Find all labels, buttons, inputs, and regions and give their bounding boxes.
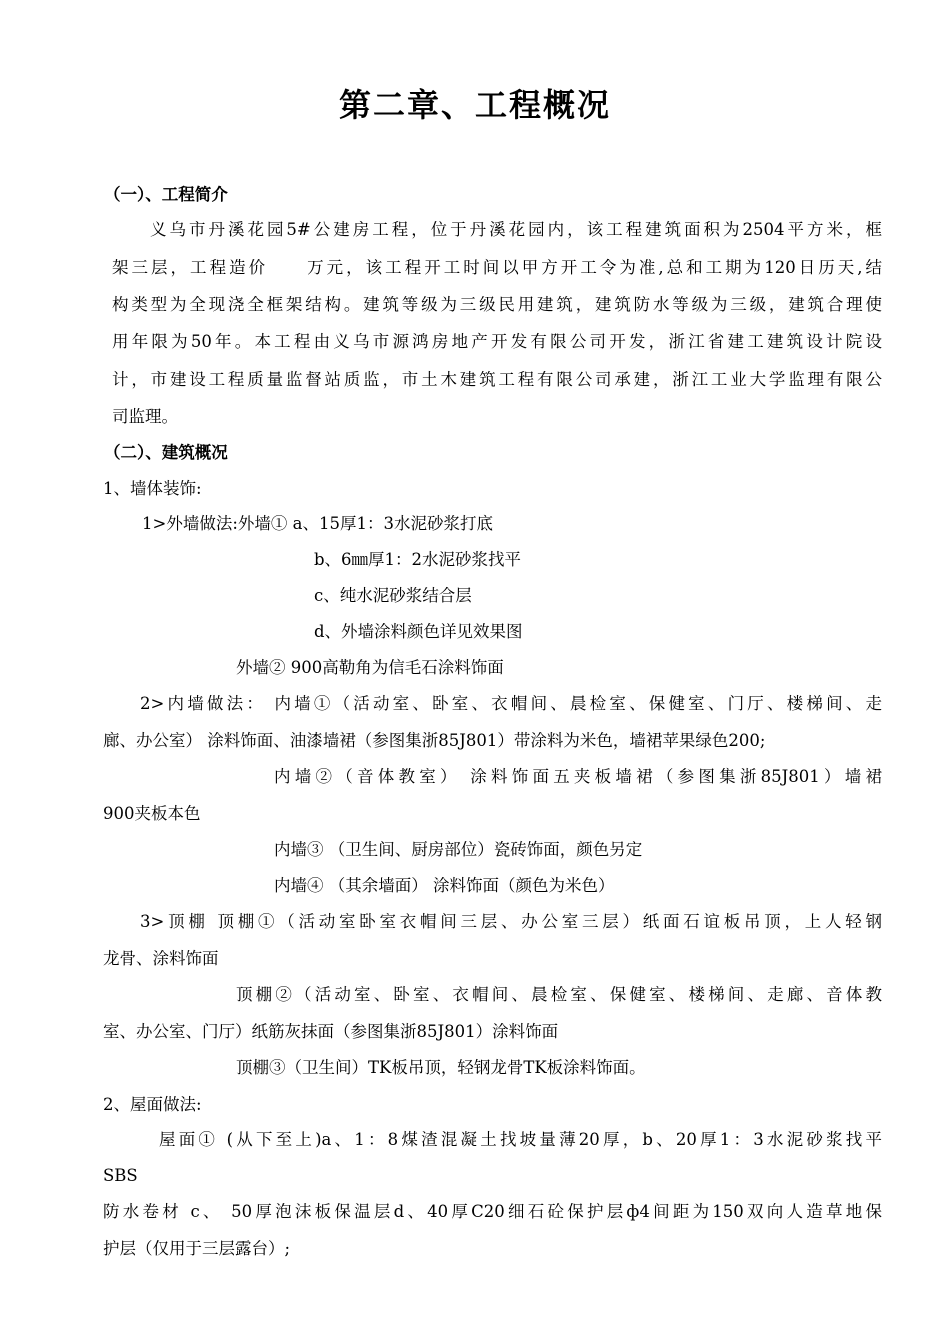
exterior-wall-2: 外墙② 900高勒角为信毛石涂料饰面 (236, 658, 504, 677)
overview-line-5: 计，市建设工程质量监督站质监，市土木建筑工程有限公司承建，浙江工业大学监理有限公 (112, 370, 882, 389)
roof-heading: 2、屋面做法: (103, 1095, 202, 1114)
exterior-wall-a: 1>外墙做法:外墙① a、15厚1：3水泥砂浆打底 (142, 514, 493, 533)
roof-line-2: SBS (103, 1166, 138, 1185)
overview-line-2: 架三层，工程造价 万元，该工程开工时间以甲方开工令为准,总和工期为120日历天,结 (112, 258, 882, 277)
wall-decoration-heading: 1、墙体装饰: (103, 479, 202, 498)
ceiling-1-line-2: 龙骨、涂料饰面 (103, 949, 219, 968)
overview-line-4: 用年限为50年。本工程由义乌市源鸿房地产开发有限公司开发，浙江省建工建筑设计院设 (112, 332, 882, 351)
section-heading-overview: （一）、工程简介 (104, 185, 228, 204)
chapter-title: 第二章、工程概况 (338, 86, 611, 124)
interior-wall-2-line-1: 内墙②（音体教室） 涂料饰面五夹板墙裙（参图集浙85J801）墙裙 (274, 767, 882, 786)
exterior-wall-b: b、6㎜厚1：2水泥砂浆找平 (314, 550, 522, 569)
overview-line-6: 司监理。 (112, 407, 178, 426)
roof-line-4: 护层（仅用于三层露台）; (103, 1239, 291, 1258)
overview-line-1: 义乌市丹溪花园5#公建房工程，位于丹溪花园内，该工程建筑面积为2504平方米，框 (150, 220, 882, 239)
interior-wall-1-line-2: 廊、办公室） 涂料饰面、油漆墙裙（参图集浙85J801）带涂料为米色，墙裙苹果绿色200; (103, 731, 766, 750)
exterior-wall-c: c、纯水泥砂浆结合层 (314, 586, 472, 605)
ceiling-3: 顶棚③（卫生间）TK板吊顶，轻钢龙骨TK板涂料饰面。 (236, 1058, 646, 1077)
interior-wall-1-line-1: 2>内墙做法： 内墙①（活动室、卧室、衣帽间、晨检室、保健室、门厅、楼梯间、走 (140, 694, 882, 713)
roof-line-3: 防水卷材 c、 50厚泡沫板保温层d、40厚C20细石砼保护层ф4间距为150双向人造草地保 (103, 1202, 882, 1221)
roof-line-1: 屋面① (从下至上)a、1：8煤渣混凝土找坡量薄20厚，b、20厚1：3水泥砂浆找平 (159, 1130, 882, 1149)
overview-line-3: 构类型为全现浇全框架结构。建筑等级为三级民用建筑，建筑防水等级为三级，建筑合理使 (112, 295, 882, 314)
exterior-wall-d: d、外墙涂料颜色详见效果图 (314, 622, 523, 641)
ceiling-2-line-2: 室、办公室、门厅）纸筋灰抹面（参图集浙85J801）涂料饰面 (103, 1022, 559, 1041)
interior-wall-3: 内墙③ （卫生间、厨房部位）瓷砖饰面，颜色另定 (274, 840, 643, 859)
interior-wall-4: 内墙④ （其余墙面） 涂料饰面（颜色为米色） (274, 876, 615, 895)
ceiling-1-line-1: 3>顶棚 顶棚①（活动室卧室衣帽间三层、办公室三层）纸面石谊板吊顶，上人轻钢 (140, 912, 882, 931)
ceiling-2-line-1: 顶棚②（活动室、卧室、衣帽间、晨检室、保健室、楼梯间、走廊、音体教 (236, 985, 882, 1004)
interior-wall-2-line-2: 900夹板本色 (103, 804, 201, 823)
section-heading-architecture: （二）、建筑概况 (104, 443, 228, 462)
